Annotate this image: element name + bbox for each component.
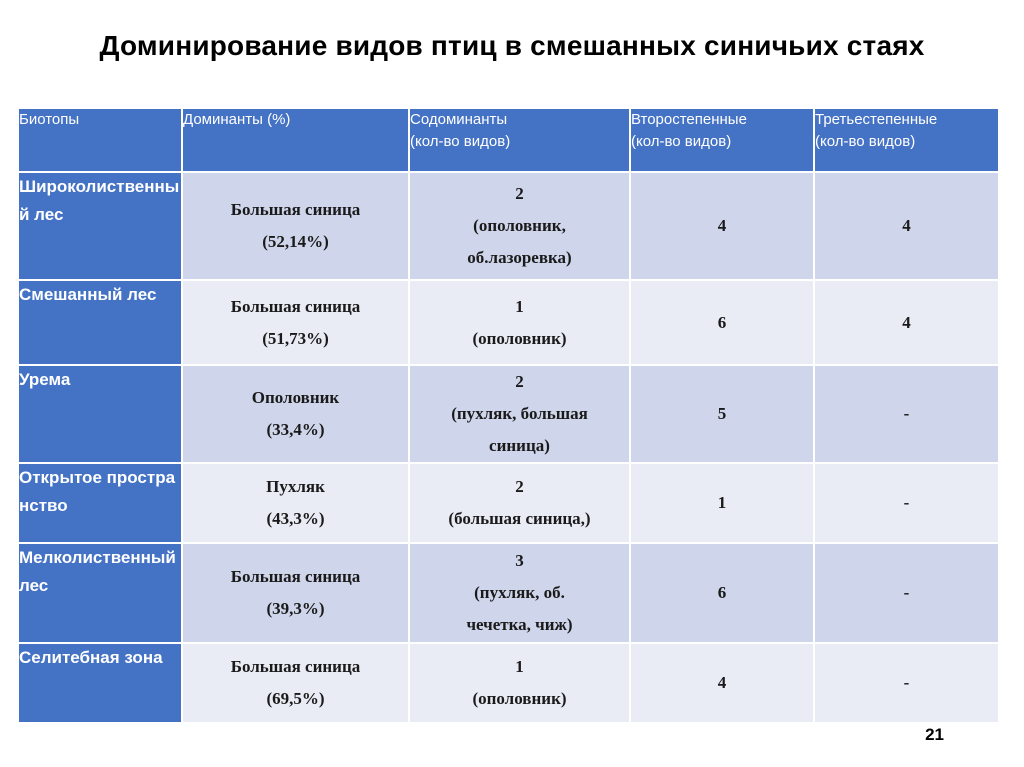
row-biotope: Урема — [18, 365, 182, 463]
row-tertiary: 4 — [814, 280, 999, 365]
row-secondary: 4 — [630, 172, 814, 280]
row-dominant: Большая синица (39,3%) — [182, 543, 409, 643]
row-secondary: 5 — [630, 365, 814, 463]
row-secondary: 6 — [630, 280, 814, 365]
header-secondary: Второстепенные (кол-во видов) — [630, 108, 814, 172]
header-dominants: Доминанты (%) — [182, 108, 409, 172]
row-tertiary: - — [814, 543, 999, 643]
row-biotope: Смешанный лес — [18, 280, 182, 365]
row-codominant: 2 (пухляк, большая синица) — [409, 365, 630, 463]
table-row — [18, 172, 999, 280]
header-codominants: Содоминанты (кол-во видов) — [409, 108, 630, 172]
row-codominant: 3 (пухляк, об. чечетка, чиж) — [409, 543, 630, 643]
table-row — [18, 463, 999, 543]
row-biotope: Мелколиственный лес — [18, 543, 182, 643]
row-codominant: 2 (ополовник, об.лазоревка) — [409, 172, 630, 280]
row-tertiary: - — [814, 643, 999, 723]
species-dominance-table — [17, 107, 1000, 724]
slide-title: Доминирование видов птиц в смешанных синичьих стаях — [99, 30, 925, 61]
row-secondary: 1 — [630, 463, 814, 543]
row-dominant: Ополовник (33,4%) — [182, 365, 409, 463]
row-codominant: 1 (ополовник) — [409, 643, 630, 723]
row-biotope: Широколиственный лес — [18, 172, 182, 280]
row-codominant: 1 (ополовник) — [409, 280, 630, 365]
row-tertiary: - — [814, 365, 999, 463]
row-tertiary: - — [814, 463, 999, 543]
row-tertiary: 4 — [814, 172, 999, 280]
header-tertiary: Третьестепенные (кол-во видов) — [814, 108, 999, 172]
table-row — [18, 365, 999, 463]
table-row — [18, 543, 999, 643]
row-dominant: Большая синица (52,14%) — [182, 172, 409, 280]
row-dominant: Большая синица (69,5%) — [182, 643, 409, 723]
table-row — [18, 643, 999, 723]
row-dominant: Большая синица (51,73%) — [182, 280, 409, 365]
row-dominant: Пухляк (43,3%) — [182, 463, 409, 543]
row-codominant: 2 (большая синица,) — [409, 463, 630, 543]
row-biotope: Селитебная зона — [18, 643, 182, 723]
row-secondary: 4 — [630, 643, 814, 723]
row-biotope: Открытое пространство — [18, 463, 182, 543]
page-number: 21 — [925, 725, 944, 744]
table-header-row — [18, 108, 999, 172]
row-secondary: 6 — [630, 543, 814, 643]
header-biotopes: Биотопы — [18, 108, 182, 172]
table-row — [18, 280, 999, 365]
